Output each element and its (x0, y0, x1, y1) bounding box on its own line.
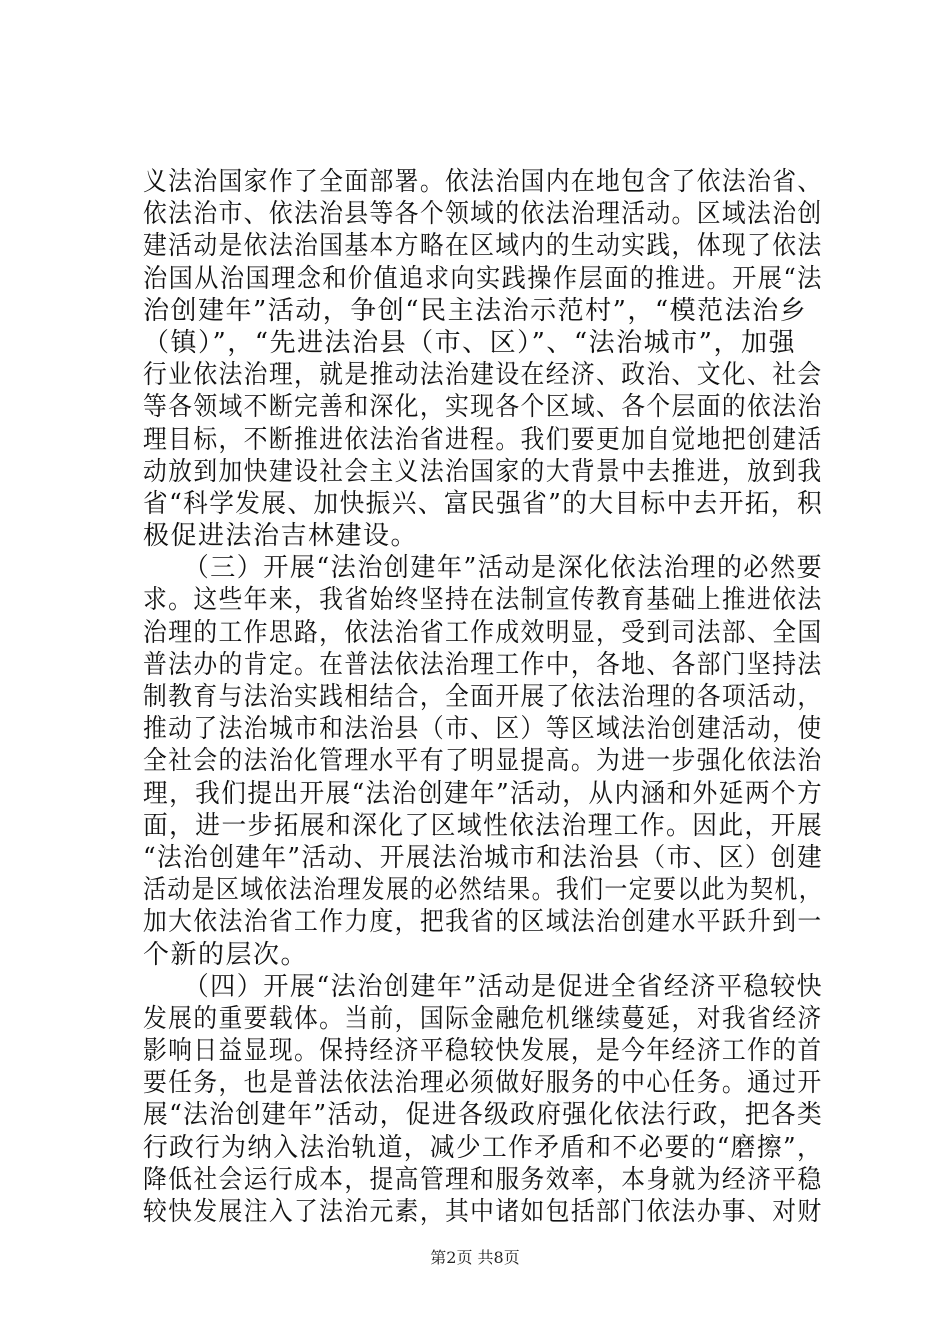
text-line: 理目标，不断推进依法治省进程。我们要更加自觉地把创建活 (143, 424, 823, 455)
text-line: 极促进法治吉林建设。 (143, 521, 419, 552)
text-line: （四）开展“法治创建年”活动是促进全省经济平稳较快 (143, 971, 824, 1002)
text-line: “法治创建年”活动、开展法治城市和法治县（市、区）创建 (143, 842, 824, 873)
text-line: 制教育与法治实践相结合，全面开展了依法治理的各项活动， (143, 682, 823, 712)
text-line: （镇）”，“先进法治县（市、区）”、“法治城市”，加强 (143, 327, 796, 358)
text-line: （三）开展“法治创建年”活动是深化依法治理的必然要 (143, 553, 824, 584)
text-line: 行业依法治理，就是推动法治建设在经济、政治、文化、社会 (143, 360, 823, 391)
text-line: 动放到加快建设社会主义法治国家的大背景中去推进，放到我 (143, 456, 823, 487)
text-line: 活动是区域依法治理发展的必然结果。我们一定要以此为契机， (143, 875, 824, 906)
text-line: 较快发展注入了法治元素，其中诸如包括部门依法办事、对财 (143, 1197, 823, 1227)
text-line: 建活动是依法治国基本方略在区域内的生动实践，体现了依法 (143, 231, 823, 262)
text-line: 加大依法治省工作力度，把我省的区域法治创建水平跃升到一 (143, 907, 823, 938)
text-line: 省“科学发展、加快振兴、富民强省”的大目标中去开拓，积 (143, 488, 824, 519)
text-line: 行政行为纳入法治轨道，减少工作矛盾和不必要的“磨擦”， (143, 1132, 824, 1163)
text-line: 等各领域不断完善和深化，实现各个区域、各个层面的依法治 (143, 392, 823, 423)
text-line: 全社会的法治化管理水平有了明显提高。为进一步强化依法治 (143, 746, 823, 777)
text-line: 展“法治创建年”活动，促进各级政府强化依法行政，把各类 (143, 1100, 824, 1131)
text-line: 求。这些年来，我省始终坚持在法制宣传教育基础上推进依法 (143, 585, 823, 616)
text-line: 影响日益显现。保持经济平稳较快发展，是今年经济工作的首 (143, 1036, 823, 1067)
text-line: 推动了法治城市和法治县（市、区）等区域法治创建活动，使 (143, 714, 823, 745)
text-line: 义法治国家作了全面部署。依法治国内在地包含了依法治省、 (143, 167, 823, 197)
text-line: 普法办的肯定。在普法依法治理工作中，各地、各部门坚持法 (143, 649, 823, 680)
text-line: 理，我们提出开展“法治创建年”活动，从内涵和外延两个方 (143, 778, 824, 809)
body-text (143, 166, 823, 1228)
text-line: 依法治市、依法治县等各个领域的依法治理活动。区域法治创 (143, 199, 823, 230)
text-line: 治理的工作思路，依法治省工作成效明显，受到司法部、全国 (143, 617, 823, 648)
text-line: 要任务，也是普法依法治理必须做好服务的中心任务。通过开 (143, 1068, 823, 1099)
page-footer: 第2页 共8页 (430, 1248, 520, 1267)
text-line: 降低社会运行成本，提高管理和服务效率，本身就为经济平稳 (143, 1164, 823, 1195)
text-line: 个新的层次。 (143, 939, 309, 970)
text-line: 面，进一步拓展和深化了区域性依法治理工作。因此，开展 (143, 810, 823, 841)
text-line: 发展的重要载体。当前，国际金融危机继续蔓延，对我省经济 (143, 1003, 823, 1034)
text-line: 治创建年”活动，争创“民主法治示范村”，“模范法治乡 (143, 295, 808, 326)
text-line: 治国从治国理念和价值追求向实践操作层面的推进。开展“法 (143, 263, 823, 294)
